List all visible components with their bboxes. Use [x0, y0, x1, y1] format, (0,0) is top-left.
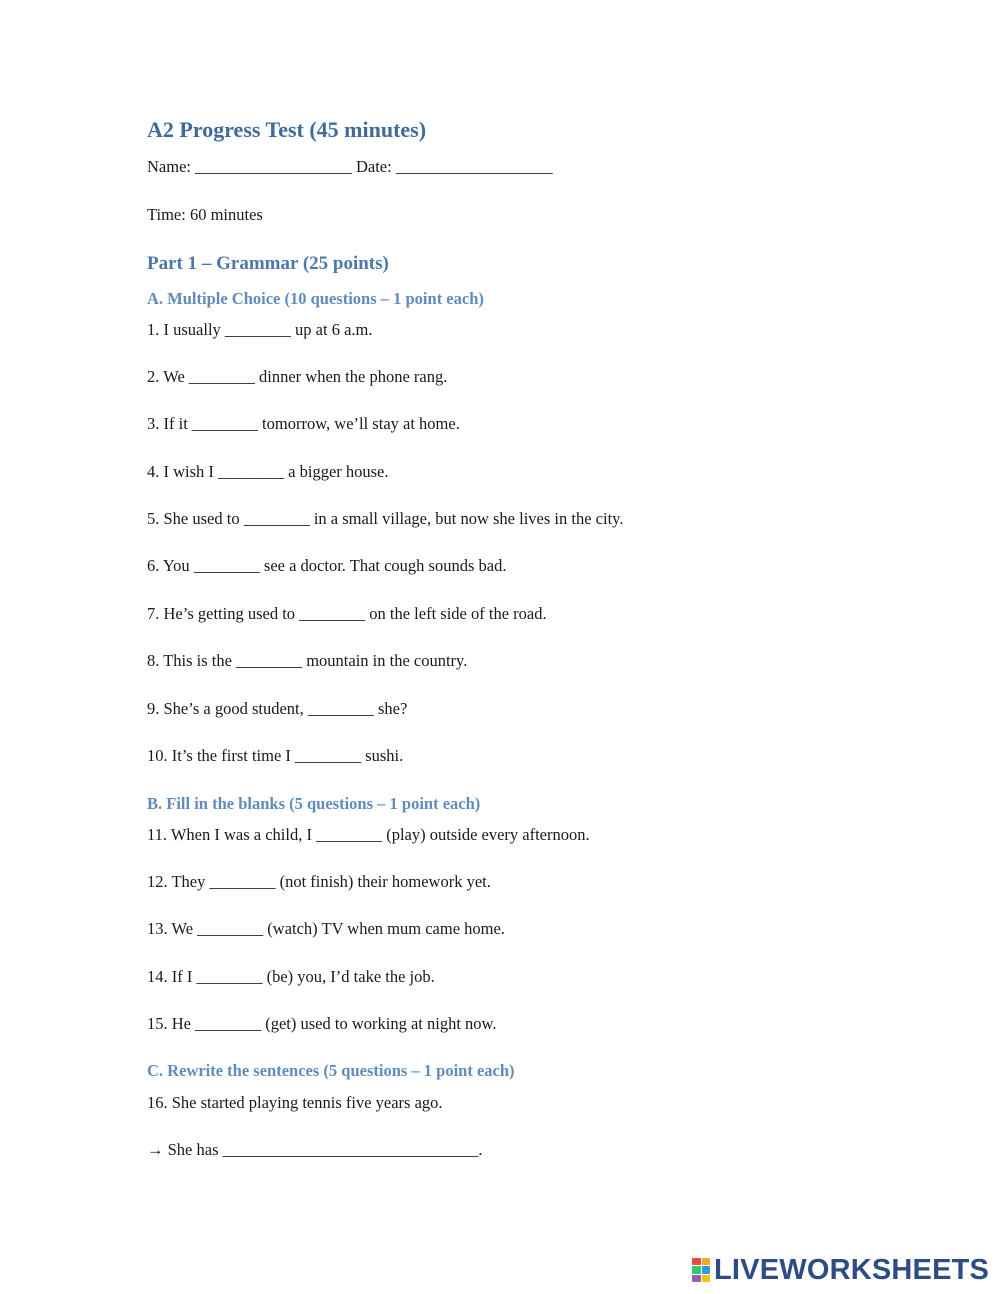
question-15: 15. He ________ (get) used to working at night now. [147, 1014, 497, 1033]
question-5: 5. She used to ________ in a small village, but now she lives in the city. [147, 509, 624, 528]
question-9: 9. She’s a good student, ________ she? [147, 699, 408, 718]
question-16: 16. She started playing tennis five years ago. [147, 1093, 443, 1112]
liveworksheets-logo-icon [692, 1258, 710, 1282]
question-11: 11. When I was a child, I ________ (play) outside every afternoon. [147, 825, 590, 844]
liveworksheets-logo-text: LIVEWORKSHEETS [714, 1253, 990, 1286]
section-c-heading: C. Rewrite the sentences (5 questions – 1 point each) [147, 1061, 515, 1080]
question-4: 4. I wish I ________ a bigger house. [147, 462, 389, 481]
question-14: 14. If I ________ (be) you, I’d take the job. [147, 967, 435, 986]
question-7: 7. He’s getting used to ________ on the left side of the road. [147, 604, 547, 623]
question-3: 3. If it ________ tomorrow, we’ll stay at home. [147, 414, 460, 433]
time-line: Time: 60 minutes [147, 205, 263, 224]
question-12: 12. They ________ (not finish) their homework yet. [147, 872, 491, 891]
question-1: 1. I usually ________ up at 6 a.m. [147, 320, 373, 339]
question-16-answer-line: → She has _______________________________. [147, 1140, 483, 1159]
section-a-heading: A. Multiple Choice (10 questions – 1 point each) [147, 289, 484, 308]
liveworksheets-logo [692, 1255, 989, 1285]
part1-heading: Part 1 – Grammar (25 points) [147, 253, 389, 274]
question-2: 2. We ________ dinner when the phone rang. [147, 367, 448, 386]
question-13: 13. We ________ (watch) TV when mum came home. [147, 919, 505, 938]
question-6: 6. You ________ see a doctor. That cough sounds bad. [147, 556, 507, 575]
page-title: A2 Progress Test (45 minutes) [147, 117, 427, 142]
question-10: 10. It’s the first time I ________ sushi. [147, 746, 404, 765]
name-date-line: Name: ___________________ Date: ___________________ [147, 157, 553, 176]
question-8: 8. This is the ________ mountain in the country. [147, 651, 468, 670]
section-b-heading: B. Fill in the blanks (5 questions – 1 point each) [147, 794, 481, 813]
